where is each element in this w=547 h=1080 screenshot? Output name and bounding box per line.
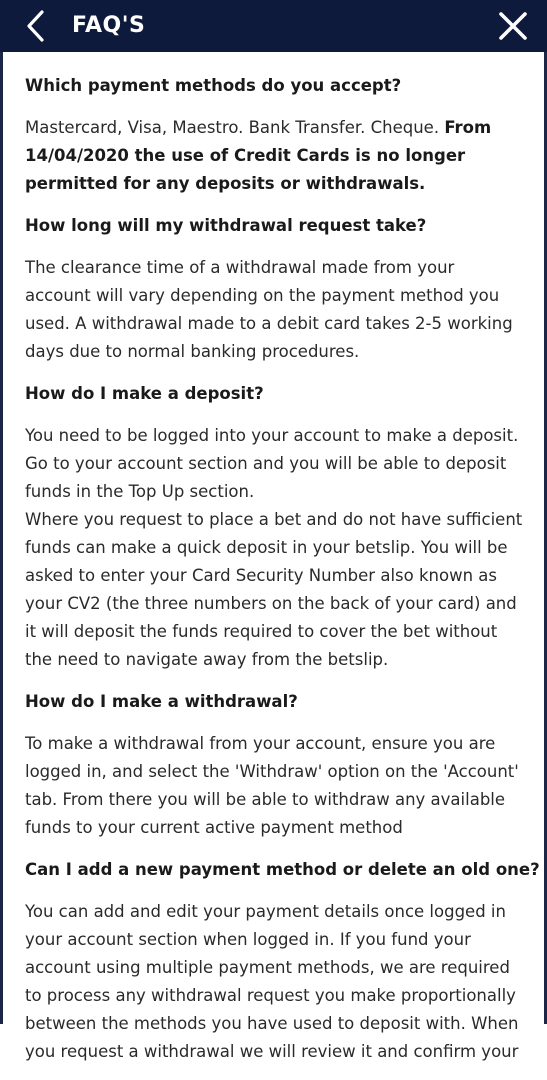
faq-answer (25, 730, 525, 842)
faq-question: Can I add a new payment method or delete an old one? (25, 860, 540, 879)
faq-answer (25, 898, 525, 1066)
faq-answer-line (25, 954, 525, 982)
faq-answer-line (25, 478, 525, 506)
faq-answer-line (25, 170, 525, 198)
faq-answer-line (25, 758, 525, 786)
faq-answer-bold-text: permitted for any deposits or withdrawals. (25, 174, 426, 193)
faq-answer-line (25, 646, 525, 674)
close-button[interactable] (497, 10, 529, 42)
faq-answer-line (25, 422, 525, 450)
faq-answer-line (25, 338, 525, 366)
faq-answer-text: You can add and edit your payment details once logged in (25, 902, 506, 921)
faq-list (25, 72, 540, 1080)
faq-answer-text: tab. From there you will be able to withdraw any available (25, 790, 506, 809)
faq-answer-line (25, 1010, 525, 1038)
faq-answer-text: your account section when logged in. If you fund your (25, 930, 471, 949)
faq-question: Which payment methods do you accept? (25, 76, 402, 95)
faq-answer-text: funds in the Top Up section. (25, 482, 255, 501)
chevron-left-icon (20, 8, 54, 44)
faq-answer-line (25, 898, 525, 926)
faq-answer-text: account will vary depending on the payment method you (25, 286, 500, 305)
faq-answer-line (25, 618, 525, 646)
faq-answer-line (25, 814, 525, 842)
faq-answer-text: the need to navigate away from the betslip. (25, 650, 389, 669)
faq-answer-line (25, 282, 525, 310)
faq-answer-text: you request a withdrawal we will review it and confirm your (25, 1042, 519, 1061)
faq-answer-line (25, 786, 525, 814)
faq-answer-line (25, 730, 525, 758)
faq-answer-text: Mastercard, Visa, Maestro. Bank Transfer. Cheque. (25, 118, 445, 137)
faq-answer-line (25, 562, 525, 590)
faq-answer-line (25, 506, 525, 534)
faq-answer-text: The clearance time of a withdrawal made from your (25, 258, 455, 277)
frame-border-left (0, 52, 3, 1024)
faq-answer-text: it will deposit the funds required to cover the bet without (25, 622, 498, 641)
close-icon (497, 10, 529, 42)
faq-question: How do I make a withdrawal? (25, 692, 298, 711)
faq-answer-bold-text: From (444, 118, 492, 137)
faq-answer-line (25, 590, 525, 618)
faq-answer (25, 254, 525, 366)
faq-answer-line (25, 1038, 525, 1066)
faq-answer-line (25, 310, 525, 338)
faq-answer-line (25, 254, 525, 282)
faq-answer-text: Where you request to place a bet and do not have sufficient (25, 510, 523, 529)
faq-answer-text: funds to your current active payment method (25, 818, 403, 837)
faq-answer-text: To make a withdrawal from your account, ensure you are (25, 734, 496, 753)
faq-answer-line (25, 450, 525, 478)
faq-question: How long will my withdrawal request take? (25, 216, 427, 235)
faq-answer-text: between the methods you have used to deposit with. When (25, 1014, 519, 1033)
faq-answer-bold-text: 14/04/2020 the use of Credit Cards is no longer (25, 146, 466, 165)
faq-answer-line (25, 114, 525, 142)
faq-answer-line (25, 534, 525, 562)
back-button[interactable] (20, 8, 54, 44)
faq-answer-text: to process any withdrawal request you make proportionally (25, 986, 516, 1005)
app-header (0, 0, 547, 52)
faq-answer-text: Go to your account section and you will be able to deposit (25, 454, 507, 473)
faq-answer (25, 114, 525, 198)
page-title: FAQ'S (72, 13, 146, 38)
faq-answer-text: funds can make a quick deposit in your betslip. You will be (25, 538, 508, 557)
faq-question: How do I make a deposit? (25, 384, 264, 403)
faq-answer-text: your CV2 (the three numbers on the back of your card) and (25, 594, 517, 613)
faq-answer-line (25, 142, 525, 170)
faq-answer-text: account using multiple payment methods, we are required (25, 958, 510, 977)
faq-answer-line (25, 982, 525, 1010)
faq-answer-text: used. A withdrawal made to a debit card takes 2-5 working (25, 314, 513, 333)
faq-answer (25, 422, 525, 674)
faq-answer-text: logged in, and select the 'Withdraw' option on the 'Account' (25, 762, 519, 781)
faq-answer-text: asked to enter your Card Security Number also known as (25, 566, 497, 585)
faq-answer-text: days due to normal banking procedures. (25, 342, 360, 361)
faq-answer-line (25, 926, 525, 954)
faq-answer-text: You need to be logged into your account to make a deposit. (25, 426, 519, 445)
